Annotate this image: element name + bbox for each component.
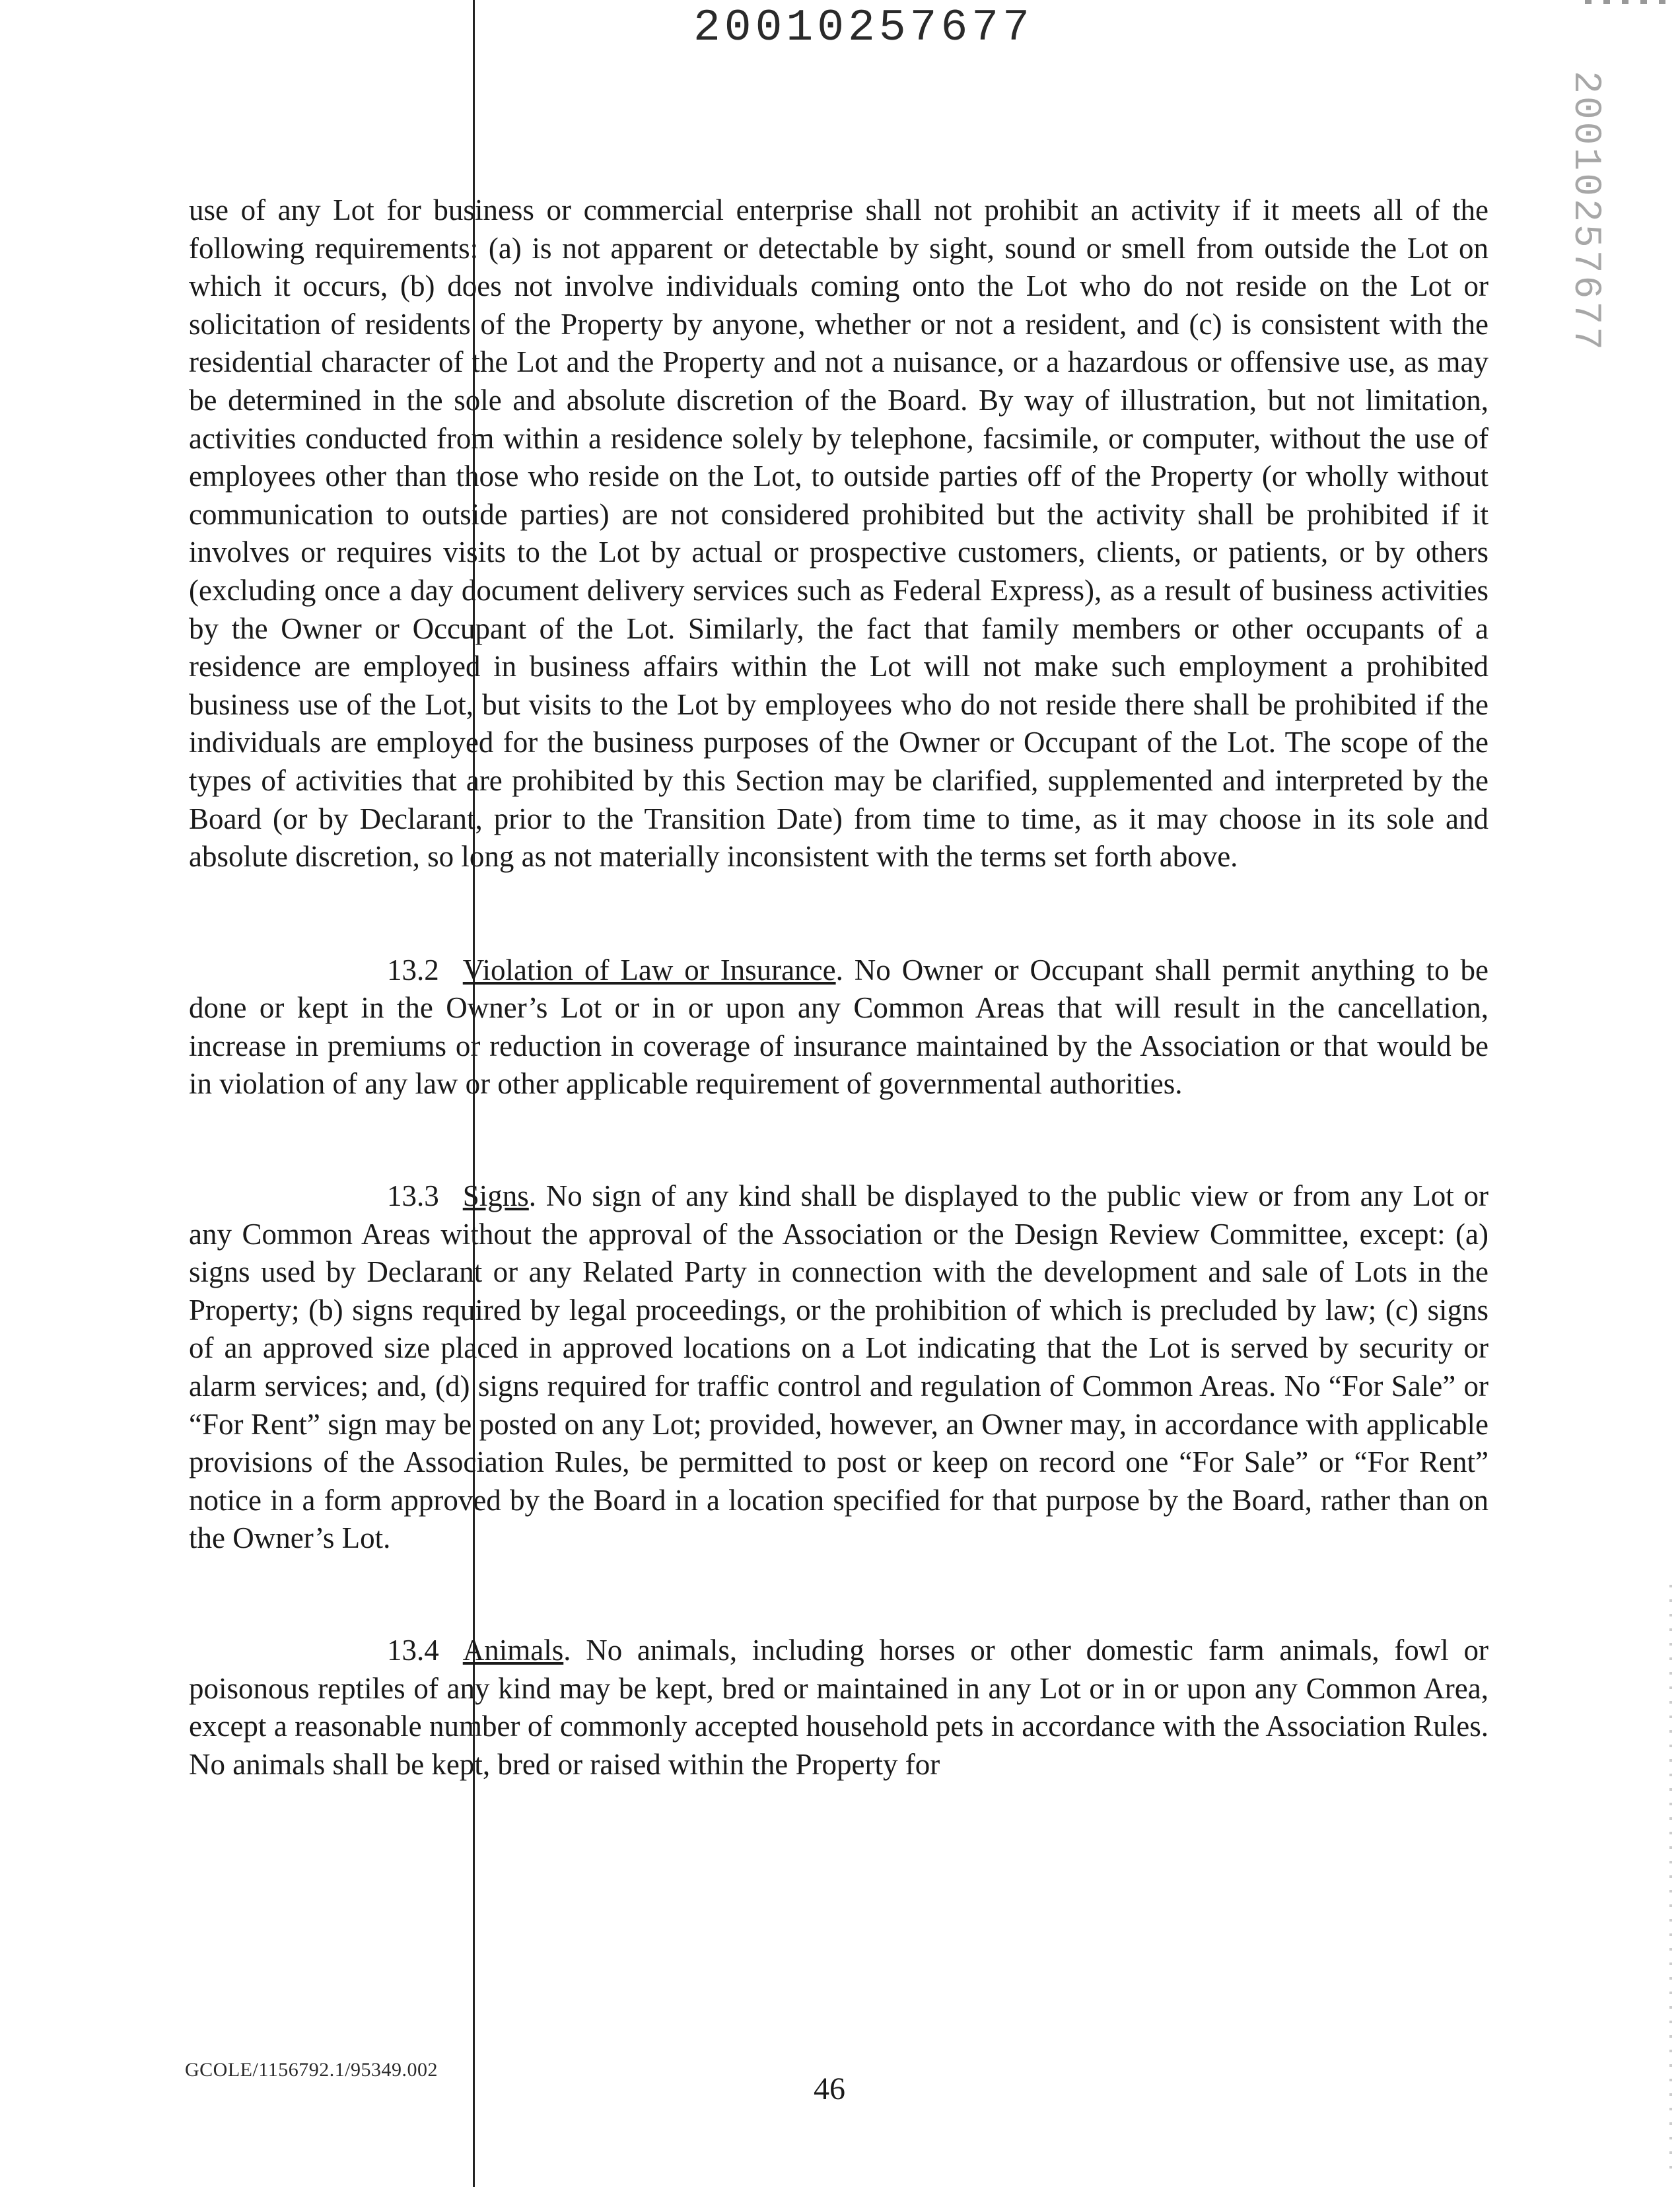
section-number: 13.4 [387,1634,439,1667]
section-text: . No sign of any kind shall be displayed to the public view or from any Lot or any Common Areas without the approval of the Association or the Design Review Committee, except: (a) signs used by Declarant or any Related Party in connection with the development and sale of Lots in the Property; (b) signs required by legal proceedings, or the prohibition of which is precluded by law; (c) signs of an approved size placed in approved locations on a Lot indicating that the Lot is served by security or alarm services; and, (d) signs required for traffic control and regulation of Common Areas. No “For Sale” or “For Rent” sign may be posted on any Lot; provided, however, an Owner may, in accordance with applicable provisions of the Association Rules, be permitted to post or keep on record one “For Sale” or “For Rent” notice in a form approved by the Board in a location specified for that purpose by the Board, rather than on the Owner’s Lot. [189,1179,1488,1555]
page-number: 46 [814,2071,845,2106]
side-recording-stamp [1558,70,1611,353]
scan-edge-specks [1669,1585,1672,2179]
section-title: Violation of Law or Insurance [462,953,836,987]
section-text: . No Owner or Occupant shall permit anything to be done or kept in the Owner’s Lot or in or upon any Common Areas that will result in the cancellation, increase in premiums or reduction in coverage of insurance maintained by the Association or that would be in violation of any law or other applicable requirement of governmental authorities. [189,953,1489,1101]
section-paragraph [189,952,1488,1103]
section-text: . No animals, including horses or other domestic farm animals, fowl or poisonous reptiles of any kind may be kept, bred or maintained in any Lot or in or upon any Common Area, except a reasonable number of commonly accepted household pets in accordance with the Association Rules. No animals shall be kept, bred or raised within the Property for [189,1634,1488,1781]
recording-number: 20010257677 [693,3,1033,53]
continuation-paragraph: use of any Lot for business or commercial enterprise shall not prohibit an activity if it meets all of the following requirements: (a) is not apparent or detectable by sight, sound or smell from outside the Lot on which it occurs, (b) does not involve individuals coming onto the Lot who do not reside on the Lot or solicitation of residents of the Property by anyone, whether or not a resident, and (c) is consistent with the residential character of the Lot and the Property and not a nuisance, or a hazardous or offensive use, as may be determined in the sole and absolute discretion of the Board. By way of illustration, but not limitation, activities conducted from within a residence solely by telephone, facsimile, or computer, without the use of employees other than those who reside on the Lot, to outside parties off of the Property (or wholly without communication to outside parties) are not considered prohibited but the activity shall be prohibited if it involves or requires visits to the Lot by actual or prospective customers, clients, or patients, or by others (excluding once a day document delivery services such as Federal Express), as a result of business activities by the Owner or Occupant of the Lot. Similarly, the fact that family members or other occupants of a residence are employed in business affairs within the Lot will not make such employment a prohibited business use of the Lot, but visits to the Lot by employees who do not reside there shall be prohibited if the individuals are employed for the business purposes of the Owner or Occupant of the Lot. The scope of the types of activities that are prohibited by this Section may be clarified, supplemented and interpreted by the Board (or by Declarant, prior to the Transition Date) from time to time, as it may choose in its sole and absolute discretion, so long as not materially inconsistent with the terms set forth above. [189,193,1488,874]
section-number: 13.2 [387,953,439,987]
section-title: Signs [462,1179,529,1213]
document-body [189,191,1488,1784]
section-number: 13.3 [387,1179,439,1213]
scan-corner-mark [1585,0,1677,4]
section-13-2 [189,952,1488,1103]
document-id: GCOLE/1156792.1/95349.002 [185,2059,438,2081]
section-13-4 [189,1632,1488,1784]
section-13-3 [189,1177,1488,1558]
section-title: Animals [462,1634,564,1667]
section-paragraph [189,1177,1488,1558]
side-stamp-text: 20010257677 [1563,70,1607,353]
section-paragraph [189,1632,1488,1784]
